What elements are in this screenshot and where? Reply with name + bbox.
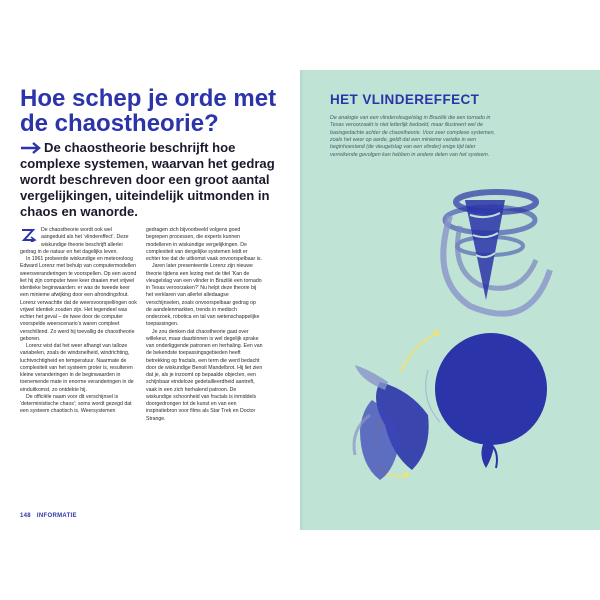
sidebar-title: HET VLINDEREFFECT bbox=[330, 92, 480, 107]
body-column-2 bbox=[146, 227, 263, 423]
body-paragraph: gedragen zich bijvoorbeeld volgens goed begrepen processen, die experts kunnen modelleren in wiskundige vergelijkingen. De complexiteit van dergelijke systemen leidt er echter toe dat de uitkomst vaak onvoorspelbaar is. bbox=[146, 227, 262, 262]
page-number: 148 bbox=[20, 513, 31, 519]
section-label: INFORMATIE bbox=[36, 513, 77, 519]
arrow-up-icon bbox=[400, 330, 440, 372]
zigzag-arrow-icon bbox=[20, 228, 38, 242]
body-paragraph: De chaostheorie wordt ook wel aangeduid als het ‘vlindereffect’. Deze wiskundige theorie beschrijft allerlei gedrag in de natuur en het dagelijks leven. bbox=[20, 227, 129, 255]
page-title: Hoe schep je orde met de chaostheorie? bbox=[20, 85, 277, 137]
body-column-1 bbox=[20, 227, 137, 416]
butterfly-icon bbox=[354, 365, 429, 480]
lead-paragraph: De chaostheorie beschrijft hoe complexe systemen, waarvan het gedrag wordt beschreven door een groot aantal vergelijkingen, uiteindelijk uitmonden in chaos en wanorde. bbox=[20, 140, 275, 219]
body-paragraph: Je zou denken dat chaostheorie gaat over willekeur, maar daarbinnen is wel degelijk sprake van onderliggende patronen en herhaling. Een van de bekendste toepassingsgebieden heeft betrekking op fractals, een term die werd bedacht door de wiskundige Benoit Mandelbrot. Hij liet zien dat je, als je inzoomt op bepaalde objecten, een schijnbaar eindeloze gedetailleerdheid aantreft, vaak in een zich herhalend patroon. De wiskundige schoonheid van fractals is inmiddels doorgedrongen tot de kunst en van een inspiratiebron voor films als Star Trek en Doctor Strange. bbox=[146, 328, 263, 422]
body-paragraph: De officiële naam voor dit verschijnsel is ‘deterministische chaos’; soms wordt gezegd dat een systeem chaotisch is. Weersystemen bbox=[20, 393, 132, 415]
body-paragraph: Jaren later presenteerde Lorenz zijn nieuwe theorie tijdens een lezing met de titel ‘Kan de vleugelslag van een vlinder in Brazilië een tornado in Texas veroorzaken?’ Nu helpt deze theorie bij het verklaren van allerlei alledaagse verschijnselen, zoals onvoorspelbaar gedrag op de aandelenmarkten, trends in medisch onderzoek, robotica en tal van wetenschappelijke toepassingen. bbox=[146, 263, 262, 328]
sidebar-text: De analogie van een vlindervleugelslag in Brazilië die een tornado in Texas veroorzaakt is niet letterlijk bedoeld, maar illustreert wel de basisgedachte achter de chaostheorie. Voor zeer complexe systemen, zoals het weer op aarde, geldt dat een minieme variatie in een beginhoestand (de vleugelslag van een vlinder) enige tijd later verreikende gevolgen kan hebben in andere delen van het systeem. bbox=[330, 115, 495, 158]
body-paragraph: Lorenz wist dat het weer afhangt van talloze variabelen, zoals de windsnelheid, windrichting, luchtvochtigheid en temperatuur. Naarmate de complexiteit van het systeem groter is, resulteren kleine veranderingen in de beginwaarden in toenemende mate in enorme veranderingen in de einduitkomst, zo ontdekte hij. bbox=[20, 343, 134, 393]
tornado-icon bbox=[443, 192, 550, 314]
lead-paragraph-block bbox=[20, 140, 285, 220]
globe-sphere bbox=[435, 333, 547, 445]
left-page bbox=[0, 70, 300, 530]
small-butterfly-icon bbox=[481, 442, 497, 468]
right-page bbox=[300, 70, 600, 530]
page-footer bbox=[20, 513, 83, 519]
body-paragraph: In 1961 probeerde wiskundige en meteoroloog Edward Lorenz met behulp van computermodellen weersveranderingen te voorspellen. Op een avond liet hij zijn computer twee keer draaien met vrijwel identieke beginwaarden: er was de tweede keer een minieme afwijking door een afrondingsfout. Lorenz verwachtte dat de weersvoorspellingen ook vrijwel identiek zouden zijn. Het tegendeel was echter het geval – de twee door de computer voorspelde weerscenario’s waren compleet verschillend. Zo werd hij toevallig de chaostheorie geboren. bbox=[20, 256, 137, 342]
arrow-right-icon bbox=[20, 141, 42, 155]
